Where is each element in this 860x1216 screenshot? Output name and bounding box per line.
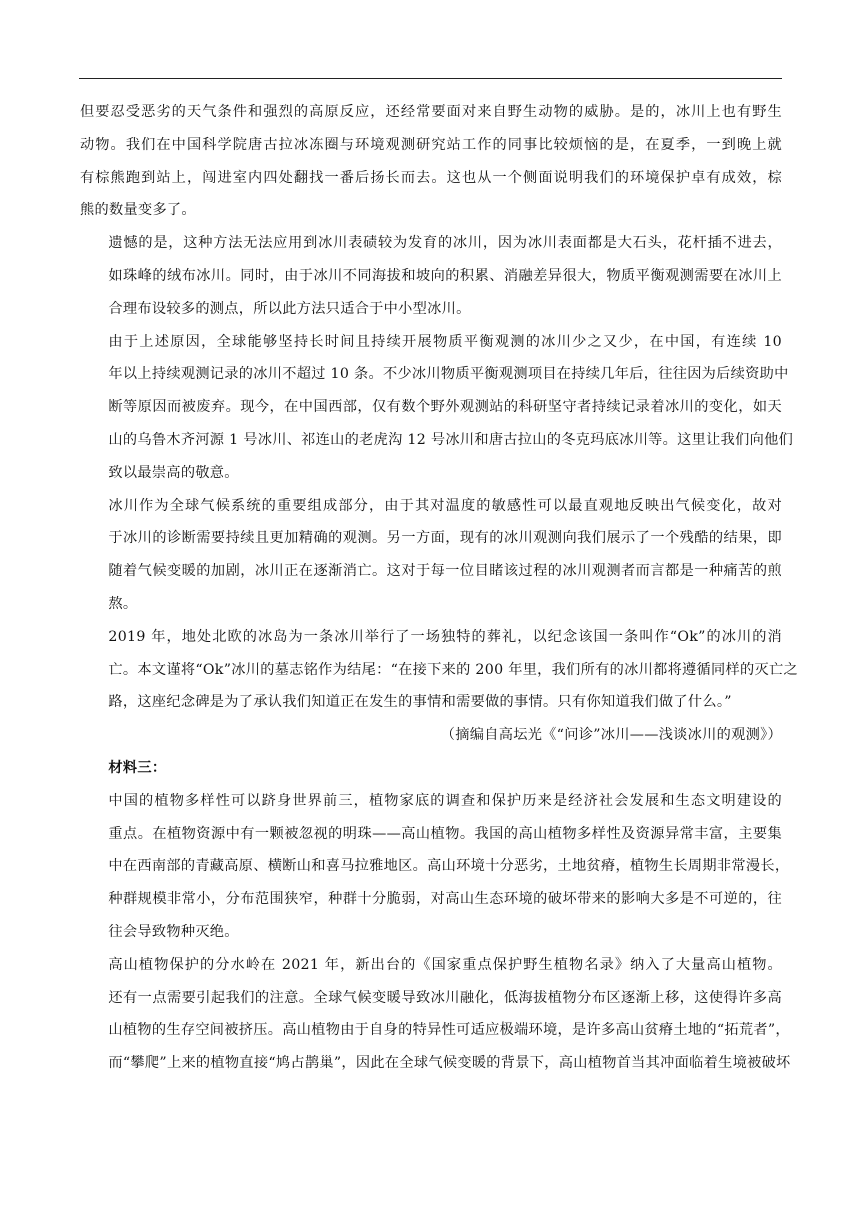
text-line: 致以最崇高的敬意。 xyxy=(108,464,239,481)
paragraph xyxy=(80,785,790,949)
header-rule xyxy=(79,78,782,79)
text-line: 熬。 xyxy=(108,595,138,612)
text-line: 高山植物保护的分水岭在 2021 年，新出台的《国家重点保护野生植物名录》纳入了大量高山植物。 xyxy=(108,956,782,973)
text-line: 动物。我们在中国科学院唐古拉冰冻圈与环境观测研究站工作的同事比较烦恼的是，在夏季，一到晚上就 xyxy=(80,136,782,153)
text-line: 年以上持续观测记录的冰川不超过 10 条。不少冰川物质平衡观测项目在持续几年后，往往因为后续资助中 xyxy=(108,366,789,383)
paragraph xyxy=(80,227,782,325)
text-line: 但要忍受恶劣的天气条件和强烈的高原反应，还经常要面对来自野生动物的威胁。是的，冰川上也有野生 xyxy=(80,104,782,120)
paragraph xyxy=(80,326,794,490)
text-line: 还有一点需要引起我们的注意。全球气候变暖导致冰川融化，低海拔植物分布区逐渐上移，这使得许多高 xyxy=(108,989,782,1006)
text-line: 山的乌鲁木齐河源 1 号冰川、祁连山的老虎沟 12 号冰川和唐古拉山的冬克玛底冰川等。这里让我们向他们 xyxy=(108,431,794,448)
text-line: 2019 年，地处北欧的冰岛为一条冰川举行了一场独特的葬礼，以纪念该国一条叫作“Ok”的冰川的消 xyxy=(108,628,782,645)
text-line: 种群规模非常小，分布范围狭窄，种群十分脆弱，对高山生态环境的破坏带来的影响大多是不可逆的，往 xyxy=(108,891,782,908)
source-note: （摘编自高坛光《“问诊”冰川——浅谈冰川的观测》） xyxy=(440,727,782,744)
text-line: 断等原因而被废弃。现今，在中国西部，仅有数个野外观测站的科研坚守者持续记录着冰川的变化，如天 xyxy=(108,399,782,416)
material-two-section xyxy=(80,96,798,719)
text-line: 亡。本文谨将“Ok”冰川的墓志铭作为结尾：“在接下来的 200 年里，我们所有的冰川都将遵循同样的灭亡之 xyxy=(108,661,798,678)
text-line: 如珠峰的绒布冰川。同时，由于冰川不同海拔和坡向的积累、消融差异很大，物质平衡观测需要在冰川上 xyxy=(108,267,782,284)
text-line: 中国的植物多样性可以跻身世界前三，植物家底的调查和保护历来是经济社会发展和生态文明建设的 xyxy=(108,792,782,809)
paragraph xyxy=(80,621,798,719)
text-line: 山植物的生存空间被挤压。高山植物由于自身的特异性可适应极端环境，是许多高山贫瘠土地的“拓荒者”， xyxy=(108,1022,790,1039)
text-line: 冰川作为全球气候系统的重要组成部分，由于其对温度的敏感性可以最直观地反映出气候变化，故对 xyxy=(108,497,782,514)
text-line: 于冰川的诊断需要持续且更加精确的观测。另一方面，现有的冰川观测向我们展示了一个残酷的结果，即 xyxy=(108,530,782,547)
text-line: 熊的数量变多了。 xyxy=(80,202,196,219)
text-line: 遗憾的是，这种方法无法应用到冰川表碛较为发育的冰川，因为冰川表面都是大石头，花杆插不进去， xyxy=(108,235,782,252)
text-line: 合理布设较多的测点，所以此方法只适合于中小型冰川。 xyxy=(108,300,471,317)
article-body xyxy=(80,96,798,1080)
paragraph xyxy=(80,96,782,227)
paragraph xyxy=(80,490,782,621)
paragraph xyxy=(80,949,791,1080)
text-line: 由于上述原因，全球能够坚持长时间且持续开展物质平衡观测的冰川少之又少，在中国，有连续 10 xyxy=(108,333,782,350)
text-line: 路，这座纪念碑是为了承认我们知道正在发生的事情和需要做的事情。只有你知道我们做了什么。” xyxy=(108,694,732,711)
text-line: 而“攀爬”上来的植物直接“鸠占鹊巢”，因此在全球气候变暖的背景下，高山植物首当其冲面临着生境被破坏 xyxy=(108,1055,791,1072)
text-line: 往会导致物种灭绝。 xyxy=(108,923,239,940)
text-line: 有棕熊跑到站上，闯进室内四处翻找一番后扬长而去。这也从一个侧面说明我们的环境保护卓有成效，棕 xyxy=(80,169,782,186)
text-line: 重点。在植物资源中有一颗被忽视的明珠——高山植物。我国的高山植物多样性及资源异常丰富，主要集 xyxy=(108,825,782,842)
text-line: 随着气候变暖的加剧，冰川正在逐渐消亡。这对于每一位目睹该过程的冰川观测者而言都是一种痛苦的煎 xyxy=(108,563,782,580)
material-three-section xyxy=(80,785,791,1080)
text-line: 中在西南部的青藏高原、横断山和喜马拉雅地区。高山环境十分恶劣，土地贫瘠，植物生长周期非常漫长， xyxy=(108,858,790,875)
material-three-heading: 材料三： xyxy=(108,759,167,776)
